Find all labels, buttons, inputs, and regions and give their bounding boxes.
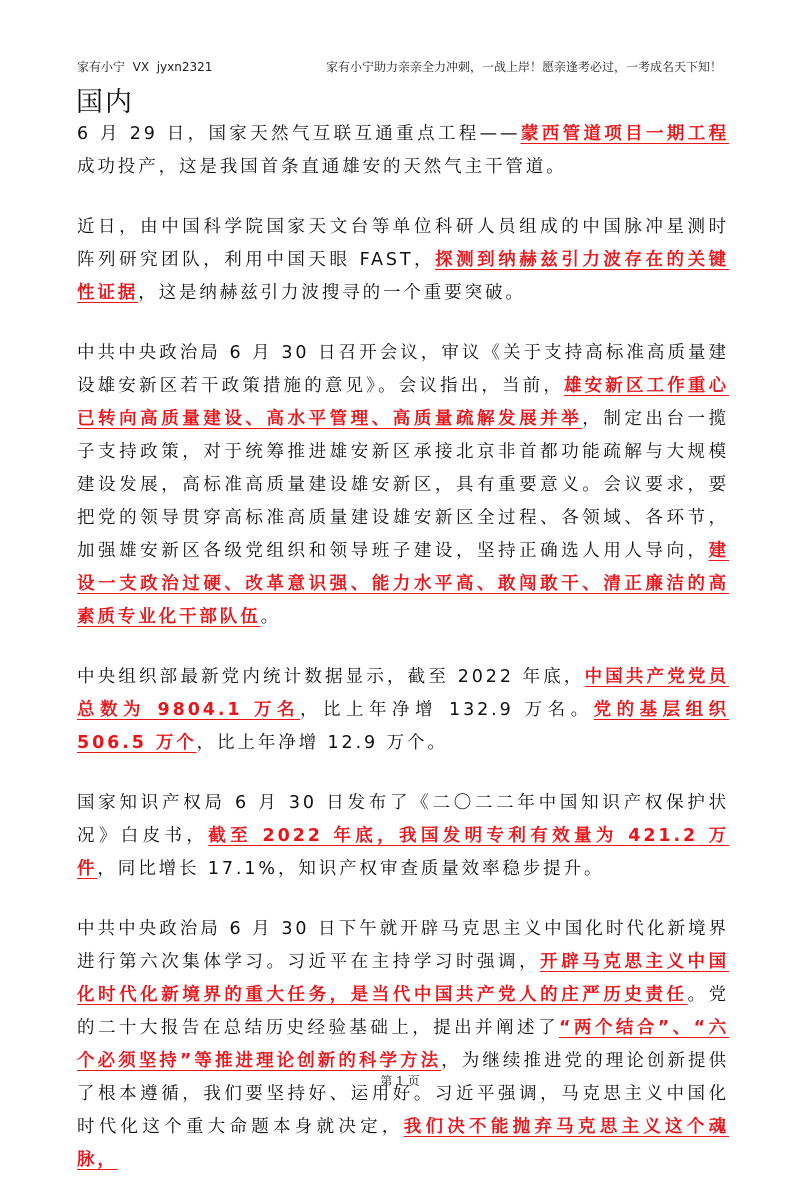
highlighted-text: 雄安新区工作重心已转向高质量建设、高水平管理、高质量疏解发展并举 <box>77 376 729 429</box>
highlighted-text: 开辟马克思主义中国化时代化新境界的重大任务，是当代中国共产党人的庄严历史责任 <box>77 952 729 1005</box>
highlighted-text: 党的基层组织 506.5 万个 <box>77 700 730 753</box>
document-body <box>77 118 729 1204</box>
text-segment: 成功投产，这是我国首条直通雄安的天然气主干管道。 <box>77 157 567 177</box>
text-segment: 国家知识产权局 6 月 30 日发布了《二〇二二年中国知识产权保护状况》白皮书， <box>77 793 729 846</box>
section-title: 国内 <box>76 87 134 118</box>
text-segment: 。 <box>260 607 282 627</box>
paragraph <box>77 913 729 1177</box>
text-segment: ，这是纳赫兹引力波搜寻的一个重要突破。 <box>138 283 526 303</box>
paragraph <box>77 337 729 634</box>
highlighted-text: “两个结合”、“六个必须坚持”等推进理论创新的科学方法 <box>77 1018 729 1071</box>
text-segment: 中共中央政治局 6 月 30 日召开会议，审议《关于支持高标准高质量建设雄安新区若干政策措施的意见》。会议指出，当前， <box>77 343 729 396</box>
text-segment: ，为继续推进党的理论创新提供了根本遵循，我们要坚持好、运用好。习近平强调，马克思主义中国化时代化这个重大命题本身就决定， <box>77 1051 729 1137</box>
highlighted-text: 我们决不能抛弃马克思主义这个魂脉， <box>77 1117 730 1170</box>
text-segment: 中共中央政治局 6 月 30 日下午就开辟马克思主义中国化时代化新境界进行第六次集体学习。习近平在主持学习时强调， <box>77 919 729 972</box>
highlighted-text: 蒙西管道项目一期工程 <box>520 124 729 144</box>
highlighted-text: 中国共产党党员总数为 9804.1 万名 <box>77 667 729 720</box>
text-segment: ，比上年净增 132.9 万名。 <box>300 700 594 720</box>
highlighted-text: 探测到纳赫兹引力波存在的关键性证据 <box>77 250 730 303</box>
header-left: 家有小宁 VX jyxn2321 <box>77 60 213 74</box>
paragraph <box>77 211 729 310</box>
header-right: 家有小宁助力亲亲全力冲刺，一战上岸！愿亲逢考必过，一考成名天下知！ <box>325 60 722 74</box>
text-segment: ，同比增长 17.1%，知识产权审查质量效率稳步提升。 <box>97 859 605 879</box>
text-segment: ，制定出台一揽子支持政策，对于统筹推进雄安新区承接北京非首都功能疏解与大规模建设发展，高标准高质量建设雄安新区，具有重要意义。会议要求，要把党的领导贯穿高标准高质量建设雄安新区全过程、各领域、各环节，加强雄安新区各级党组织和领导班子建设，坚持正确选人用人导向， <box>77 409 729 561</box>
text-segment: 6 月 29 日，国家天然气互联互通重点工程—— <box>77 124 521 144</box>
paragraph <box>77 118 729 184</box>
page-number: 第 1 页 <box>380 1074 420 1088</box>
text-segment: ，比上年净增 12.9 万个。 <box>196 733 448 753</box>
text-segment: 。党的二十大报告在总结历史经验基础上，提出并阐述了 <box>77 985 729 1038</box>
text-segment: 近日，由中国科学院国家天文台等单位科研人员组成的中国脉冲星测时阵列研究团队，利用中国天眼 FAST， <box>77 217 729 270</box>
highlighted-text: 建设一支政治过硬、改革意识强、能力水平高、敢闯敢干、清正廉洁的高素质专业化干部队伍 <box>77 541 729 627</box>
paragraph <box>77 787 729 886</box>
paragraph <box>77 661 729 760</box>
text-segment: 中央组织部最新党内统计数据显示，截至 2022 年底， <box>77 667 585 687</box>
highlighted-text: 截至 2022 年底，我国发明专利有效量为 421.2 万件 <box>77 826 729 879</box>
